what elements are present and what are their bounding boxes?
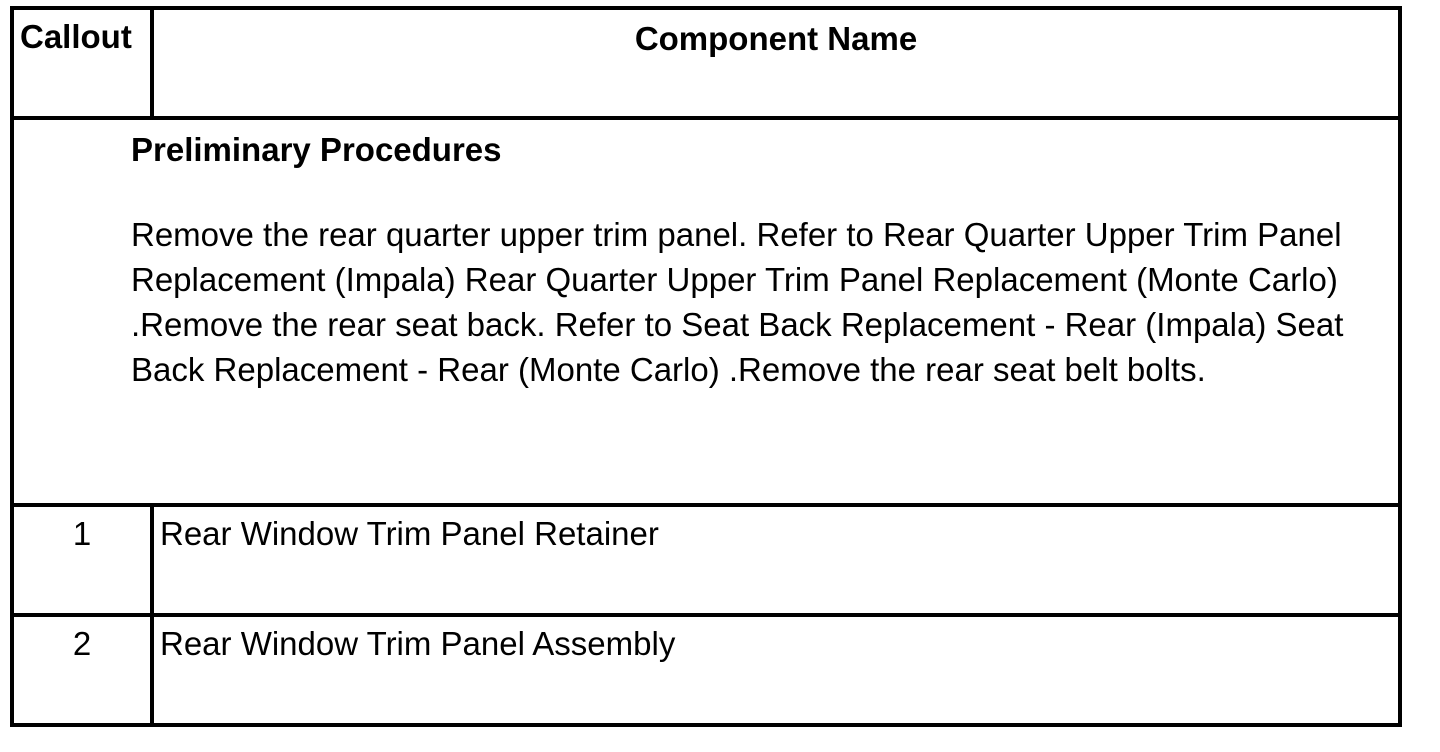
component-name-header: Component Name <box>152 8 1400 118</box>
row-callout: 2 <box>12 615 152 725</box>
callout-header: Callout <box>12 8 152 118</box>
component-table <box>10 6 1402 727</box>
row-callout: 1 <box>12 505 152 615</box>
preliminary-content <box>14 120 1398 392</box>
header-row <box>12 8 1400 118</box>
preliminary-title: Preliminary Procedures <box>131 131 502 168</box>
preliminary-body: Remove the rear quarter upper trim panel. Refer to Rear Quarter Upper Trim Panel Replacement (Impala) Rear Quarter Upper Trim Panel Replacement (Monte Carlo) .Remove the rear seat back. Refer to Seat Back Replacement - Rear (Impala) Seat Back Replacement - Rear (Monte Carlo) .Remove the rear seat belt bolts. <box>131 216 1344 388</box>
row-component-name: Rear Window Trim Panel Assembly <box>152 615 1400 725</box>
preliminary-row <box>12 118 1400 505</box>
row-component-name: Rear Window Trim Panel Retainer <box>152 505 1400 615</box>
preliminary-cell <box>12 118 1400 505</box>
table-row <box>12 615 1400 725</box>
table-row <box>12 505 1400 615</box>
